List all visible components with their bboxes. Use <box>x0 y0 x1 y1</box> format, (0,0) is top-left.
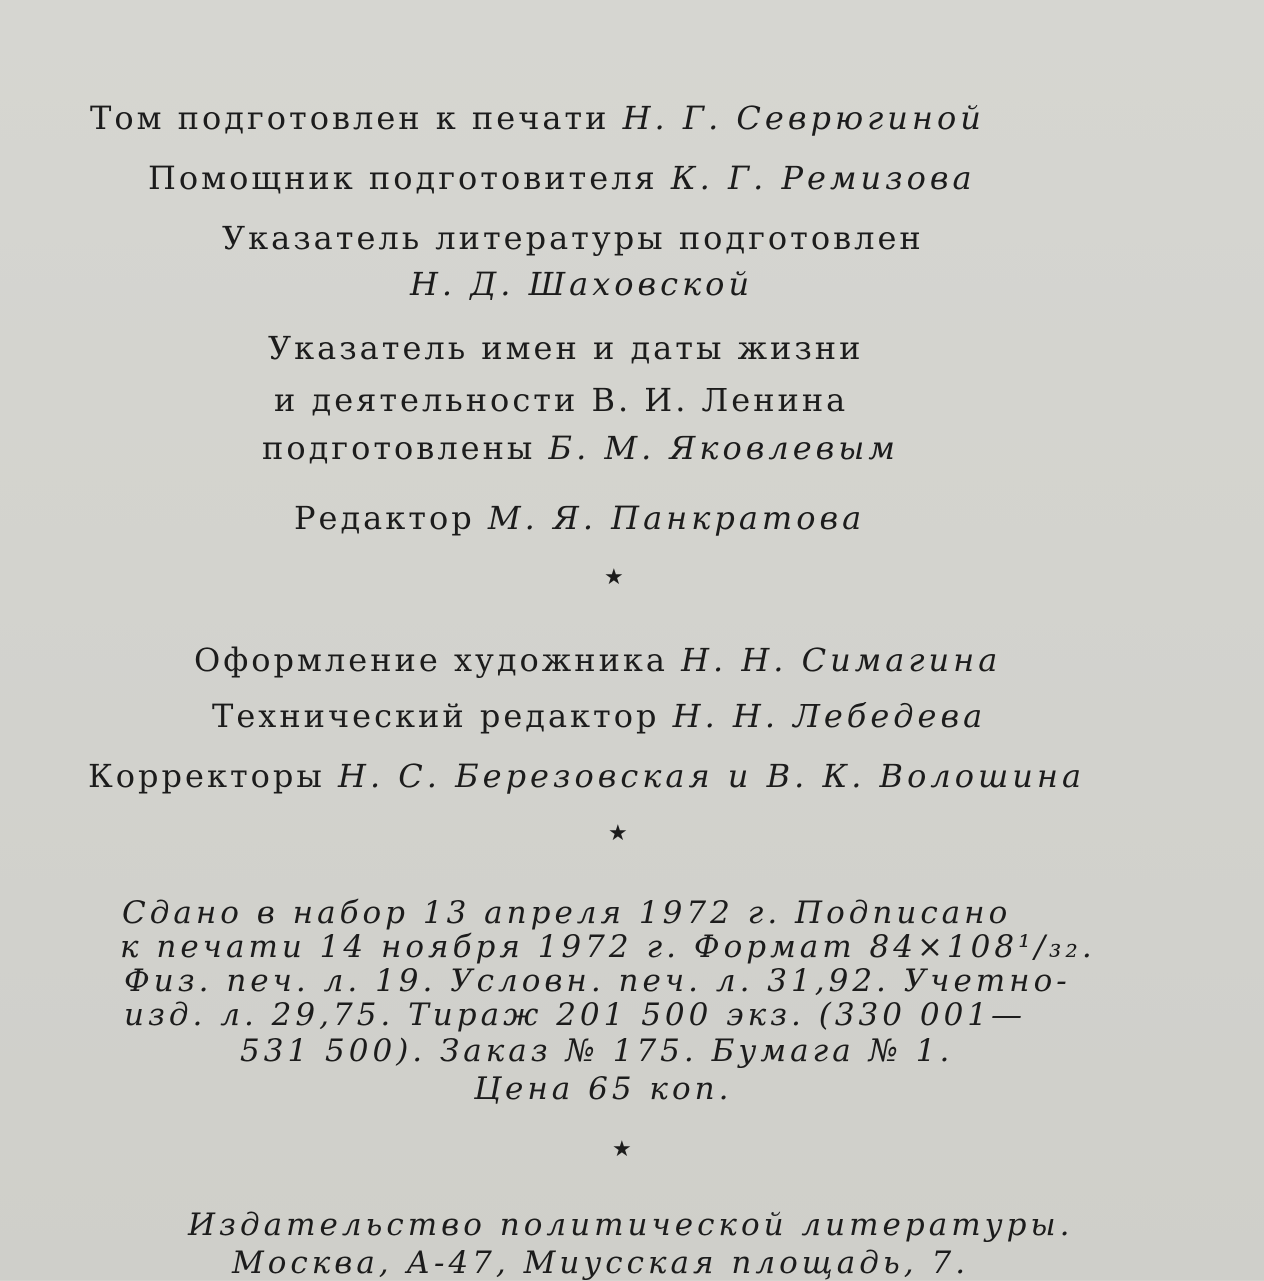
credit-role: Редактор <box>294 499 475 537</box>
credit-line-editor <box>0 498 1264 538</box>
credit-line-names-index-3 <box>0 428 1264 468</box>
credit-line-names-index-1 <box>0 328 1264 368</box>
credit-line-prepared <box>0 98 1264 138</box>
credit-person: Н. Н. Лебедева <box>672 697 987 735</box>
credit-person: Н. Г. Севрюгиной <box>622 99 985 137</box>
design-credit-artist <box>0 640 1264 680</box>
credit-person: Н. Н. Симагина <box>681 641 1002 679</box>
credit-role: Указатель литературы подготовлен <box>222 219 924 257</box>
publisher-address: Москва, А-47, Миусская площадь, 7. <box>232 1245 970 1281</box>
credit-person: К. Г. Ремизова <box>670 159 976 197</box>
design-credit-tech-editor <box>0 696 1264 736</box>
separator-star: ★ <box>608 821 628 846</box>
separator-star: ★ <box>604 565 624 590</box>
separator-star: ★ <box>612 1137 632 1162</box>
imprint-line: Физ. печ. л. 19. Условн. печ. л. 31,92. Учетно- <box>124 963 1071 999</box>
imprint-line: 531 500). Заказ № 175. Бумага № 1. <box>240 1033 954 1069</box>
imprint-line: изд. л. 29,75. Тираж 201 500 экз. (330 001— <box>124 997 1027 1033</box>
credit-role: Том подготовлен к печати <box>90 99 610 137</box>
credit-line-literature-person <box>0 264 1264 304</box>
imprint-line: Цена 65 коп. <box>474 1071 733 1107</box>
imprint-line: Сдано в набор 13 апреля 1972 г. Подписано <box>122 895 1012 931</box>
credit-role: Указатель имен и даты жизни <box>268 329 864 367</box>
credit-role: Оформление художника <box>194 641 668 679</box>
imprint-line: к печати 14 ноября 1972 г. Формат 84×108¹/₃₂. <box>120 929 1096 965</box>
credit-role: Технический редактор <box>212 697 660 735</box>
design-credit-proofreaders <box>0 756 1264 796</box>
credit-line-names-index-2 <box>0 380 1264 420</box>
credit-role: и деятельности В. И. Ленина <box>274 381 849 419</box>
credit-role: Помощник подготовителя <box>148 159 658 197</box>
credit-line-literature-index <box>0 218 1264 258</box>
publisher-name: Издательство политической литературы. <box>188 1207 1074 1243</box>
credit-line-assistant <box>0 158 1264 198</box>
credit-person: Н. С. Березовская и В. К. Волошина <box>338 757 1086 795</box>
credit-person: М. Я. Панкратова <box>487 499 866 537</box>
credit-person: Б. М. Яковлевым <box>548 429 899 467</box>
credit-role: Корректоры <box>88 757 325 795</box>
credit-role: подготовлены <box>262 429 536 467</box>
credit-person: Н. Д. Шаховской <box>410 265 754 303</box>
